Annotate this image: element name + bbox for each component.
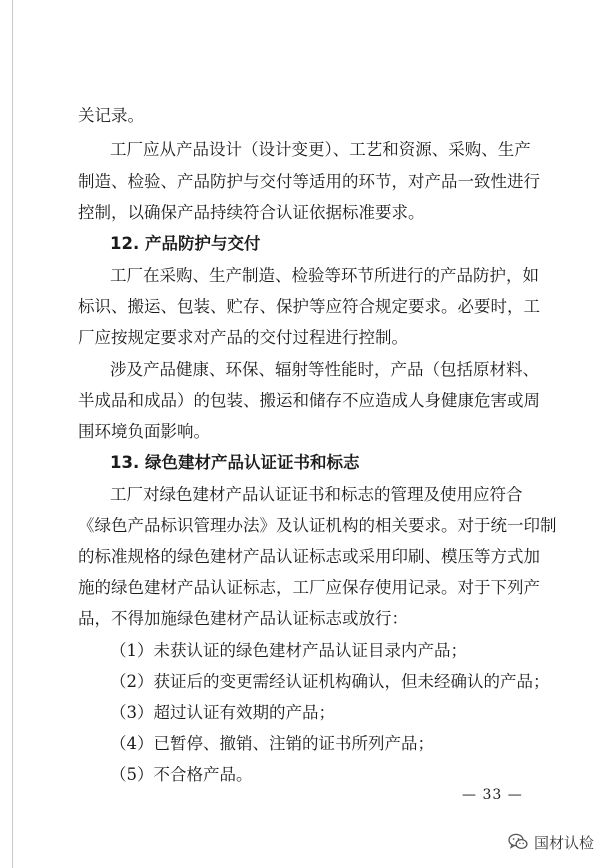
text-line: 《绿色产品标识管理办法》及认证机构的相关要求。对于统一印制 [78, 516, 557, 535]
list-item: （4）已暂停、撤销、注销的证书所列产品； [110, 734, 434, 753]
text-line: 厂应按规定要求对产品的交付过程进行控制。 [78, 328, 408, 347]
text-line: 半成品和成品）的包装、搬运和储存不应造成人身健康危害或周 [78, 391, 540, 410]
text-line: 制造、检验、产品防护与交付等适用的环节，对产品一致性进行 [78, 172, 540, 191]
text-line: 围环境负面影响。 [78, 422, 210, 441]
text-line: 工厂应从产品设计（设计变更）、工艺和资源、采购、生产 [110, 140, 531, 159]
text-line: 品，不得加施绿色建材产品认证标志或放行： [78, 609, 408, 628]
section-heading-13: 13. 绿色建材产品认证证书和标志 [110, 453, 360, 472]
list-item: （2）获证后的变更需经认证机构确认，但未经确认的产品； [110, 672, 550, 691]
text-line: 工厂在采购、生产制造、检验等环节所进行的产品防护，如 [110, 266, 539, 285]
section-heading-12: 12. 产品防护与交付 [110, 234, 261, 253]
text-line: 标识、搬运、包装、贮存、保护等应符合规定要求。必要时，工 [78, 297, 540, 316]
text-line: 涉及产品健康、环保、辐射等性能时，产品（包括原材料、 [110, 360, 539, 379]
page-number: — 33 — [462, 787, 523, 803]
text-line: 施的绿色建材产品认证标志，工厂应保存使用记录。对于下列产 [78, 578, 540, 597]
text-line: 控制，以确保产品持续符合认证依据标准要求。 [78, 203, 425, 222]
list-item: （1）未获认证的绿色建材产品认证目录内产品； [110, 641, 467, 660]
list-item: （5）不合格产品。 [110, 765, 253, 784]
page-edge-rule [12, 0, 13, 868]
watermark [508, 830, 594, 854]
list-item: （3）超过认证有效期的产品； [110, 703, 335, 722]
wechat-icon [508, 833, 528, 851]
text-line: 的标准规格的绿色建材产品认证标志或采用印刷、模压等方式加 [78, 547, 540, 566]
text-line: 工厂对绿色建材产品认证证书和标志的管理及使用应符合 [110, 485, 523, 504]
watermark-text: 国材认检 [534, 833, 595, 852]
text-line: 关记录。 [78, 106, 144, 125]
